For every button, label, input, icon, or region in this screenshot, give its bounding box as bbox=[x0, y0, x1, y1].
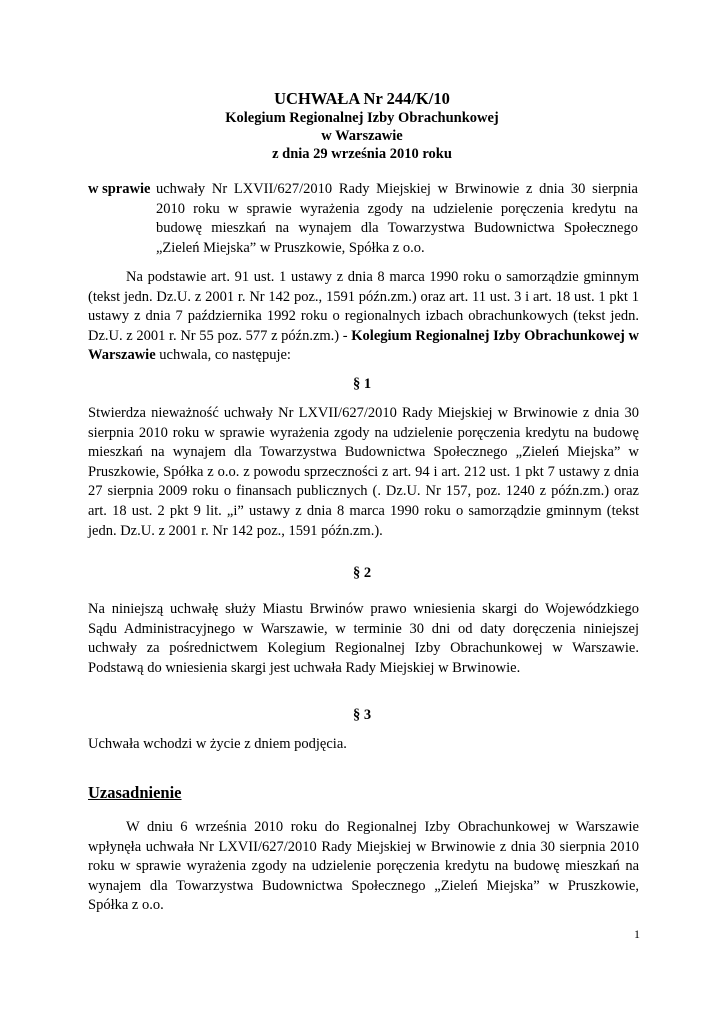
section-mark-3: § 3 bbox=[352, 707, 372, 723]
legal-basis-tail: uchwala, co następuje: bbox=[155, 347, 291, 364]
section-mark-2: § 2 bbox=[352, 565, 372, 581]
subject-text: uchwały Nr LXVII/627/2010 Rady Miejskiej w Brwinowie z dnia 30 sierpnia 2010 roku w sprawie wyrażenia zgody na udzielenie poręczenia kredytu na budowę mieszkań na wynajem dla Towarzystwa Budownictwa Społecznego „Zieleń Miejska” w Pruszkowie, Spółka z o.o. bbox=[156, 181, 638, 256]
legal-basis-paragraph bbox=[88, 268, 639, 366]
issuing-body: Kolegium Regionalnej Izby Obrachunkowej bbox=[225, 110, 499, 126]
section-3-text: Uchwała wchodzi w życie z dniem podjęcia. bbox=[88, 736, 347, 752]
justification-text: W dniu 6 września 2010 roku do Regionalnej Izby Obrachunkowej w Warszawie wpłynęła uchwała Nr LXVII/627/2010 Rady Miejskiej w Brwinowie z dnia 30 sierpnia 2010 roku w sprawie wyrażenia zgody na udzielenie poręczenia kredytu na budowę mieszkań na wynajem dla Towarzystwa Budownictwa Społecznego „Zieleń Miejska” w Pruszkowie, Spółka z o.o. bbox=[88, 819, 639, 914]
section-mark-1: § 1 bbox=[352, 376, 372, 392]
resolution-title: UCHWAŁA Nr 244/K/10 bbox=[274, 89, 450, 108]
legal-basis-bold: Kolegium Regionalnej Izby Obrachunkowej w Warszawie bbox=[88, 327, 639, 364]
page-number: 1 bbox=[634, 927, 640, 941]
resolution-date: z dnia 29 września 2010 roku bbox=[272, 146, 452, 162]
title-block bbox=[0, 88, 724, 163]
legal-basis-text: Na podstawie art. 91 ust. 1 ustawy z dnia 8 marca 1990 roku o samorządzie gminnym (tekst jedn. Dz.U. z 2001 r. Nr 142 poz., 1591 późn.zm.) oraz art. 11 ust. 3 i art. 18 ust. 1 pkt 1 ustawy z dnia 7 października 1992 roku o regionalnych izbach obrachunkowych (tekst jedn. Dz.U. z 2001 r. Nr 55 poz. 577 z późn.zm.) - bbox=[88, 269, 639, 344]
section-2-text: Na niniejszą uchwałę służy Miastu Brwinów prawo wniesienia skargi do Wojewódzkiego Sądu Administracyjnego w Warszawie, w terminie 30 dni od daty doręczenia niniejszej uchwały za pośrednictwem Kolegium Regionalnej Izby Obrachunkowej w Warszawie. Podstawą do wniesienia skargi jest uchwała Rady Miejskiej w Brwinowie. bbox=[88, 601, 639, 676]
subject-label: w sprawie bbox=[88, 181, 151, 197]
subject-block bbox=[88, 180, 638, 258]
section-1-text: Stwierdza nieważność uchwały Nr LXVII/627/2010 Rady Miejskiej w Brwinowie z dnia 30 sierpnia 2010 roku w sprawie wyrażenia zgody na udzielenie poręczenia kredytu na budowę mieszkań na wynajem dla Towarzystwa Budownictwa Społecznego „Zieleń Miejska” w Pruszkowie, Spółka z o.o. z powodu sprzeczności z art. 94 i art. 212 ust. 1 pkt 7 ustawy z dnia 27 sierpnia 2009 roku o finansach publicznych (. Dz.U. Nr 157, poz. 1240 z późn.zm.) oraz art. 18 ust. 2 pkt 9 lit. „i” ustawy z dnia 8 marca 1990 roku o samorządzie gminnym (tekst jedn. Dz.U. z 2001 r. Nr 142 poz., 1591 późn.zm.). bbox=[88, 405, 639, 539]
justification-heading: Uzasadnienie bbox=[88, 783, 182, 802]
issuing-body-location: w Warszawie bbox=[321, 128, 403, 144]
